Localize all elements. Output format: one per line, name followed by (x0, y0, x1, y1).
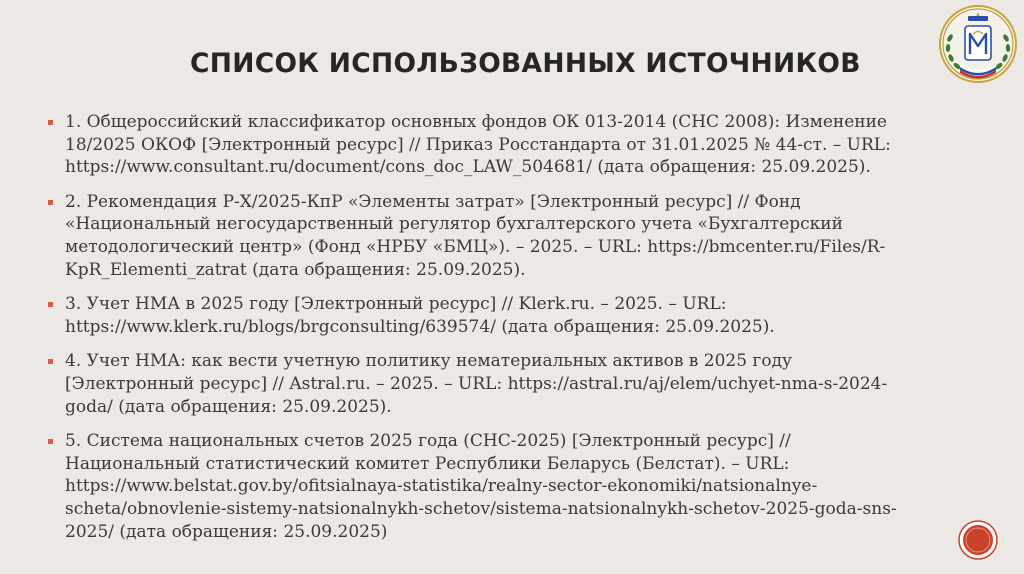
bullet-square-icon (48, 302, 53, 307)
slide-title: СПИСОК ИСПОЛЬЗОВАННЫХ ИСТОЧНИКОВ (190, 48, 861, 79)
reference-item (46, 430, 926, 543)
bullet-square-icon (48, 359, 53, 364)
bullet-square-icon (48, 439, 53, 444)
reference-text: 5. Система национальных счетов 2025 года (СНС-2025) [Электронный ресурс] // Национальный статистический комитет Республики Беларусь (Белстат). – URL: https://www.belstat.gov.by/ofitsialnaya-statistika/realny-sector-ekonomiki/natsionalnye-scheta/obnovlenie-sistemy-natsionalnykh-schetov/sistema-natsionalnykh-schetov-2025-goda-sns-2025/ (дата обращения: 25.09.2025) (65, 431, 897, 542)
reference-text: 4. Учет НМА: как вести учетную политику нематериальных активов в 2025 году [Электронный ресурс] // Astral.ru. – 2025. – URL: https://astral.ru/aj/elem/uchyet-nma-s-2024-goda/ (дата обращения: 25.09.2025). (65, 351, 888, 417)
reference-item (46, 111, 926, 179)
reference-item (46, 293, 926, 338)
next-slide-icon[interactable] (958, 520, 998, 560)
reference-list (46, 111, 926, 543)
reference-item (46, 191, 926, 281)
university-emblem-icon (938, 4, 1018, 84)
bullet-square-icon (48, 200, 53, 205)
bullet-square-icon (48, 120, 53, 125)
reference-item (46, 350, 926, 418)
reference-text: 2. Рекомендация Р-Х/2025-КпР «Элементы затрат» [Электронный ресурс] // Фонд «Национальный негосударственный регулятор бухгалтерского учета «Бухгалтерский методологический центр» (Фонд «НРБУ «БМЦ»). – 2025. – URL: https://bmcenter.ru/Files/R-KpR_Elementi_zatrat (дата обращения: 25.09.2025). (65, 191, 886, 280)
reference-text: 1. Общероссийский классификатор основных фондов ОК 013-2014 (СНС 2008): Изменение 18/2025 ОКОФ [Электронный ресурс] // Приказ Росстандарта от 31.01.2025 № 44-ст. – URL: https://www.consultant.ru/document/cons_doc_LAW_504681/ (дата обращения: 25.09.2025). (65, 112, 891, 178)
reference-text: 3. Учет НМА в 2025 году [Электронный ресурс] // Klerk.ru. – 2025. – URL: https://www.klerk.ru/blogs/brgconsulting/639574/ (дата обращения: 25.09.2025). (65, 294, 775, 337)
